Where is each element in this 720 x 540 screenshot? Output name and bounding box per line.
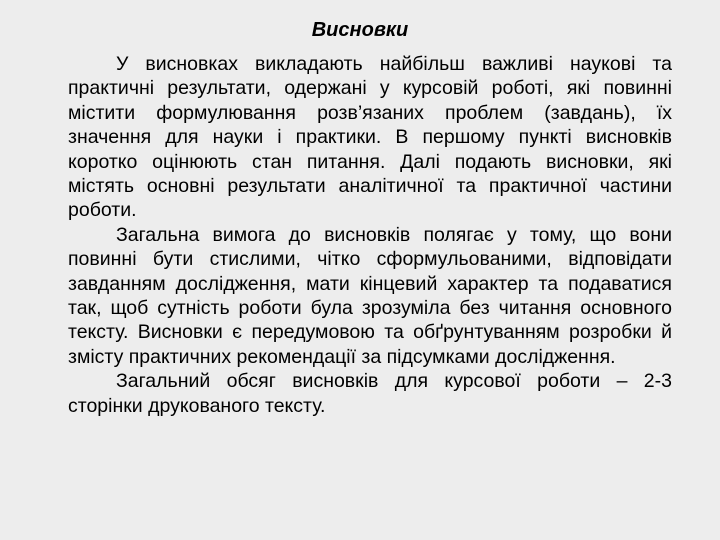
paragraph-3: Загальний обсяг висновків для курсової роботи – 2-3 сторінки друкованого тексту. — [68, 370, 672, 417]
paragraph-1: У висновках викладають найбільш важливі наукові та практичні результати, одержані у курсовій роботі, які повинні містити формулювання розв’язаних проблем (завдань), їх значення для науки і практики. В першому пункті висновків коротко оцінюють стан питання. Далі подають висновки, які містять основні результати аналітичної та практичної частини роботи. — [68, 53, 672, 222]
paragraph-2: Загальна вимога до висновків полягає у тому, що вони повинні бути стислими, чітко сформульованими, відповідати завданням дослідження, мати кінцевий характер та подаватися так, щоб сутність роботи була зрозуміла без читання основного тексту. Висновки є передумовою та обґрунтуванням розробки й змісту практичних рекомендації за підсумками дослідження. — [68, 223, 672, 368]
slide-title: Висновки — [311, 19, 409, 41]
body-text — [68, 52, 672, 418]
